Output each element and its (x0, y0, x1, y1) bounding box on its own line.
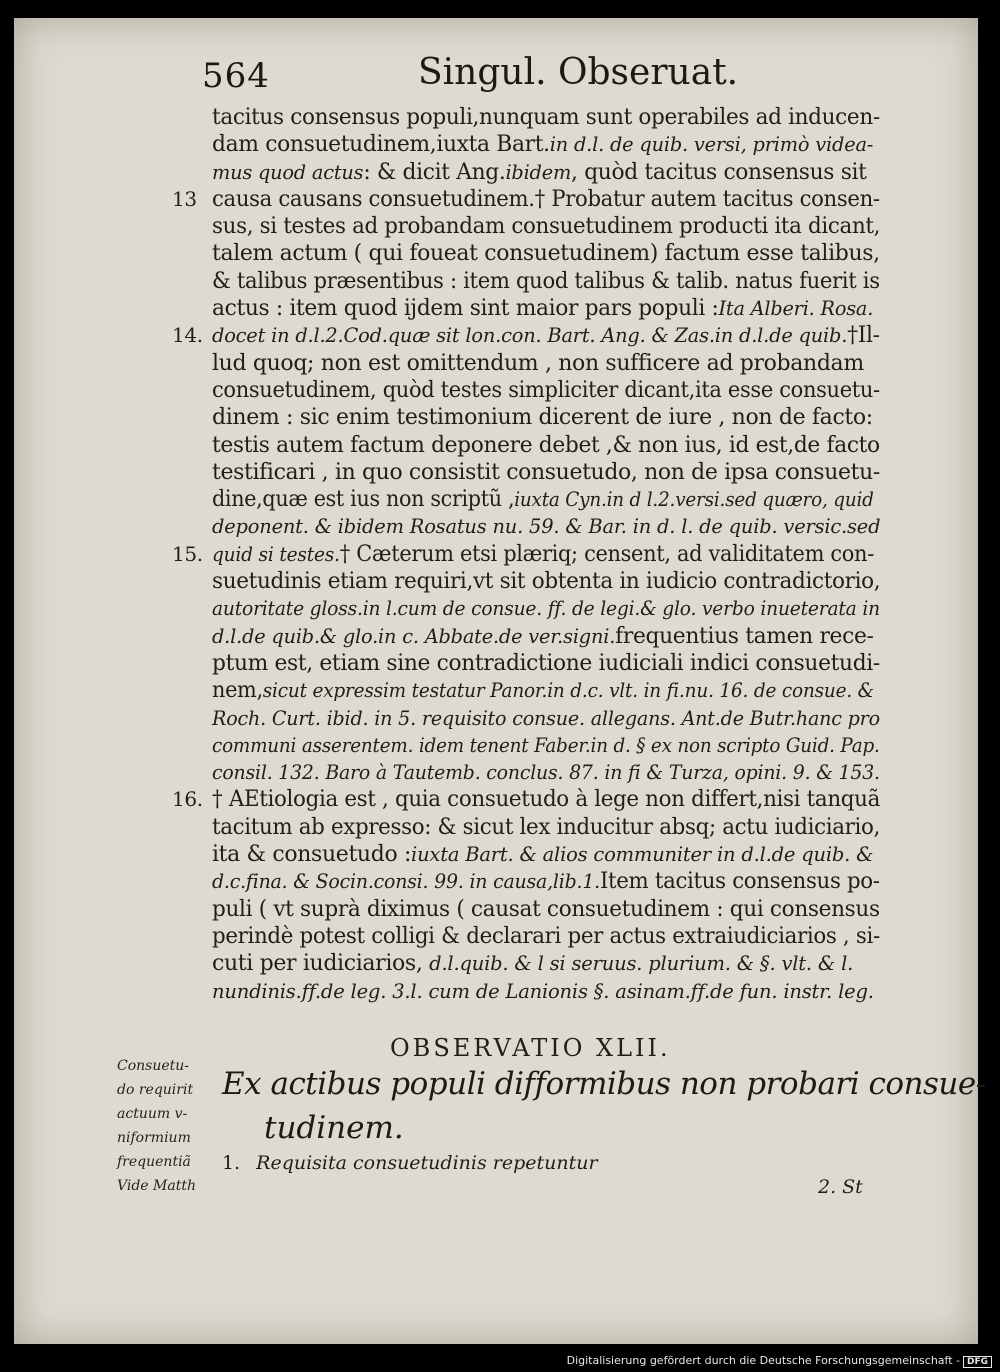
text-line (212, 677, 882, 704)
citation-text: autoritate gloss.in l.cum de consue. ff. de legi.& glo. verbo inueterata in (212, 597, 880, 621)
body-text: ptum est, etiam sine contradictione iudiciali indici consuetudi- (212, 650, 880, 676)
summary-number: 1. (222, 1152, 241, 1174)
margin-number: 16. (172, 787, 203, 812)
body-text: testificari , in quo consistit consuetudo, non de ipsa consuetu- (212, 459, 880, 485)
body-text: consuetudinem, quòd testes simpliciter dicant,ita esse consuetu- (212, 377, 880, 403)
footer-text: Digitalisierung gefördert durch die Deutsche Forschungsgemeinschaft - (566, 1354, 960, 1367)
text-line (212, 623, 882, 650)
body-text: tacitus consensus populi,nunquam sunt operabiles ad inducen- (212, 105, 880, 130)
citation-text: d.c.fina. & Socin.consi. 99. in causa,lib.1. (212, 870, 600, 894)
text-line (172, 786, 882, 813)
body-text: , quòd tacitus consensus sit (571, 159, 867, 185)
text-line (212, 978, 882, 1005)
summary-line (222, 1152, 598, 1174)
citation-text: d.l.de quib.& glo.in c. Abbate.de ver.signi. (212, 624, 616, 648)
page-number: 564 (202, 56, 270, 96)
body-text: frequentius tamen rece- (615, 623, 874, 649)
text-line (172, 186, 882, 213)
citation-text: deponent. & ibidem Rosatus nu. 59. & Bar. in d. l. de quib. versic.sed (212, 515, 881, 539)
citation-text: Ita Alberi. Rosa. (718, 297, 874, 321)
body-text: & talibus præsentibus : item quod talibus & talib. natus fuerit is (212, 268, 880, 294)
summary-text: Requisita consuetudinis repetuntur (256, 1152, 598, 1174)
text-line (212, 268, 882, 295)
text-line (172, 322, 882, 349)
running-title: Singul. Obseruat. (418, 52, 739, 93)
citation-text: in d.l. de quib. versi, primò videa- (549, 133, 874, 157)
body-text: cuti per iudiciarios, (212, 951, 430, 977)
body-text: dinem : sic enim testimonium dicerent de iure , non de facto: (212, 405, 873, 431)
citation-text: quid si testes. (212, 542, 340, 566)
text-line (212, 923, 882, 950)
body-text: sus, si testes ad probandam consuetudinem producti ita dicant, (212, 214, 881, 240)
body-text: dam consuetudinem,iuxta Bart. (212, 132, 550, 158)
text-line (212, 104, 882, 131)
text-line (212, 650, 882, 677)
text-line (212, 705, 882, 732)
body-text: nem, (212, 678, 263, 704)
text-line (212, 377, 882, 404)
observation-title-line-1: Ex actibus populi difformibus non probari consue- (222, 1066, 986, 1102)
text-line (212, 759, 882, 786)
text-line (212, 896, 882, 923)
dfg-logo: DFG (963, 1356, 992, 1368)
text-line (212, 841, 882, 868)
citation-text: consil. 132. Baro à Tautemb. conclus. 87. in fi & Turza, opini. 9. & 153. (212, 761, 880, 785)
text-line (212, 568, 882, 595)
main-text (172, 104, 882, 1005)
text-line (212, 732, 882, 759)
text-line (212, 513, 882, 540)
body-text: causa causans consuetudinem.† Probatur autem tacitus consen- (212, 186, 880, 212)
observation-heading: OBSERVATIO XLII. (390, 1034, 671, 1062)
footer-credit (567, 1354, 992, 1368)
body-text: tacitum ab expresso: & sicut lex inducitur absq; actu iudiciario, (212, 814, 880, 840)
body-text: †Il- (847, 323, 880, 349)
text-line (212, 486, 882, 513)
body-text: † AEtiologia est , quia consuetudo à lege non differt,nisi tanquã (212, 787, 880, 813)
text-line (212, 240, 882, 267)
citation-text: iuxta Bart. & alios communiter in d.l.de quib. & (411, 843, 874, 867)
body-text: testis autem factum deponere debet ,& non ius, id est,de facto (212, 432, 880, 458)
citation-text: Roch. Curt. ibid. in 5. requisito consue. allegans. Ant.de Butr.hanc pro (212, 706, 880, 730)
body-text: : & dicit Ang. (363, 159, 506, 185)
margin-number: 14. (172, 323, 203, 348)
body-text: puli ( vt suprà diximus ( causat consuetudinem : qui consensus (212, 896, 880, 922)
body-text: actus : item quod ijdem sint maior pars populi : (212, 296, 719, 322)
margin-number: 15. (172, 541, 203, 566)
body-text: † Cæterum etsi plæriq; censent, ad validitatem con- (339, 541, 874, 567)
text-line (212, 350, 882, 377)
body-text: dine,quæ est ius non scriptũ , (212, 487, 515, 513)
text-line (172, 541, 882, 568)
margin-number: 13 (172, 186, 197, 211)
text-line (212, 459, 882, 486)
text-line (212, 159, 882, 186)
text-line (212, 295, 882, 322)
body-text: suetudinis etiam requiri,vt sit obtenta in iudicio contradictorio, (212, 569, 881, 595)
text-line (212, 595, 882, 622)
catchword: 2. St (818, 1176, 863, 1198)
citation-text: ibidem (505, 160, 572, 184)
text-line (212, 432, 882, 459)
text-line (212, 950, 882, 977)
citation-text: communi asserentem. idem tenent Faber.in d. § ex non scripto Guid. Pap. (212, 733, 880, 757)
citation-text: mus quod actus (212, 160, 364, 184)
text-line (212, 213, 882, 240)
margin-note: Consuetu- do requirit actuum v- niformium frequentiã Vide Matth (117, 1058, 196, 1194)
body-text: ita & consuetudo : (212, 842, 412, 868)
text-line (212, 404, 882, 431)
text-line (212, 868, 882, 895)
body-text: talem actum ( qui foueat consuetudinem) factum esse talibus, (212, 241, 880, 267)
body-text: perindè potest colligi & declarari per actus extraiudiciarios , si- (212, 923, 880, 949)
observation-title-line-2: tudinem. (264, 1110, 404, 1146)
body-text: Item tacitus consensus po- (599, 869, 880, 895)
citation-text: sicut expressim testatur Panor.in d.c. vlt. in fi.nu. 16. de consue. & (262, 679, 874, 703)
citation-text: d.l.quib. & l si seruus. plurium. & §. vlt. & l. (429, 952, 854, 976)
text-line (212, 814, 882, 841)
body-text: lud quoq; non est omittendum , non sufficere ad probandam (212, 350, 864, 376)
citation-text: docet in d.l.2.Cod.quæ sit lon.con. Bart. Ang. & Zas.in d.l.de quib. (212, 324, 848, 348)
citation-text: nundinis.ff.de leg. 3.l. cum de Lanionis §. asinam.ff.de fun. instr. leg. (212, 979, 874, 1003)
citation-text: iuxta Cyn.in d l.2.versi.sed quæro, quid (514, 488, 874, 512)
text-line (212, 131, 882, 158)
